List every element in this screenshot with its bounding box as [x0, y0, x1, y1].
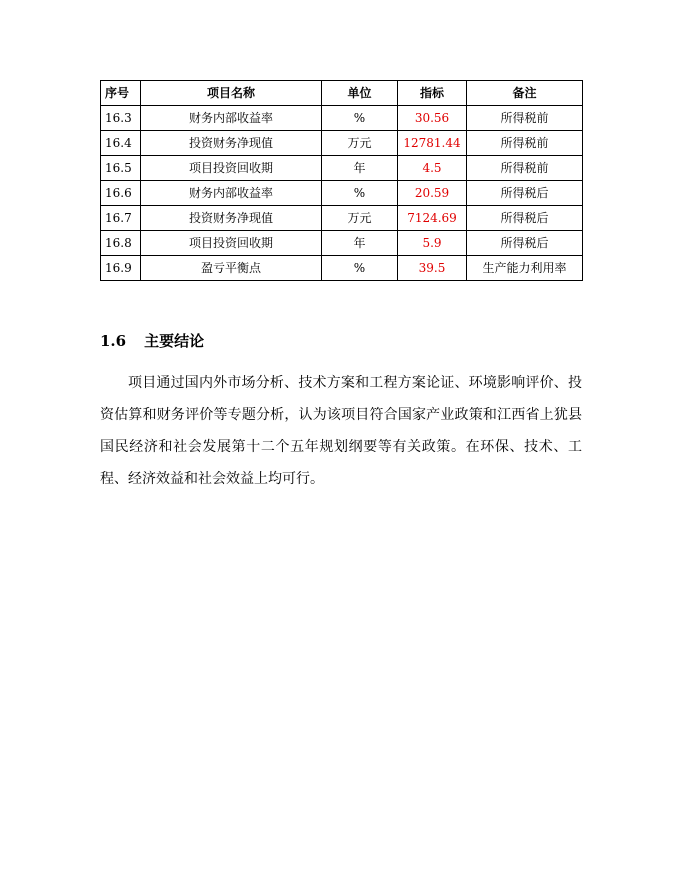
table-row — [101, 206, 583, 231]
cell-unit: % — [322, 181, 398, 206]
cell-unit: % — [322, 106, 398, 131]
cell-remark: 所得税前 — [467, 106, 583, 131]
cell-indicator-value: 4.5 — [398, 156, 467, 181]
cell-remark: 所得税前 — [467, 156, 583, 181]
cell-serial-number: 16.9 — [101, 256, 141, 281]
table-row — [101, 156, 583, 181]
cell-remark: 生产能力利用率 — [467, 256, 583, 281]
section-heading — [100, 330, 204, 352]
cell-indicator-value: 7124.69 — [398, 206, 467, 231]
table-row — [101, 131, 583, 156]
header-serial-number: 序号 — [101, 81, 141, 106]
cell-item-name: 投资财务净现值 — [141, 131, 322, 156]
cell-serial-number: 16.7 — [101, 206, 141, 231]
header-item-name: 项目名称 — [141, 81, 322, 106]
cell-indicator-value: 39.5 — [398, 256, 467, 281]
cell-serial-number: 16.6 — [101, 181, 141, 206]
table-header-row — [101, 81, 583, 106]
cell-item-name: 财务内部收益率 — [141, 106, 322, 131]
cell-item-name: 财务内部收益率 — [141, 181, 322, 206]
cell-remark: 所得税后 — [467, 231, 583, 256]
header-indicator: 指标 — [398, 81, 467, 106]
header-remark: 备注 — [467, 81, 583, 106]
cell-item-name: 投资财务净现值 — [141, 206, 322, 231]
cell-unit: 年 — [322, 156, 398, 181]
table-row — [101, 231, 583, 256]
cell-unit: 万元 — [322, 131, 398, 156]
cell-indicator-value: 5.9 — [398, 231, 467, 256]
cell-unit: 年 — [322, 231, 398, 256]
cell-item-name: 项目投资回收期 — [141, 231, 322, 256]
section-title: 主要结论 — [144, 332, 205, 350]
cell-serial-number: 16.5 — [101, 156, 141, 181]
indicator-table — [100, 80, 583, 281]
cell-serial-number: 16.4 — [101, 131, 141, 156]
cell-indicator-value: 12781.44 — [398, 131, 467, 156]
cell-indicator-value: 30.56 — [398, 106, 467, 131]
table-row — [101, 256, 583, 281]
cell-item-name: 项目投资回收期 — [141, 156, 322, 181]
cell-remark: 所得税后 — [467, 206, 583, 231]
section-number: 1.6 — [100, 332, 127, 350]
table-row — [101, 181, 583, 206]
cell-serial-number: 16.3 — [101, 106, 141, 131]
header-unit: 单位 — [322, 81, 398, 106]
cell-item-name: 盈亏平衡点 — [141, 256, 322, 281]
cell-unit: % — [322, 256, 398, 281]
cell-remark: 所得税后 — [467, 181, 583, 206]
cell-indicator-value: 20.59 — [398, 181, 467, 206]
table-row — [101, 106, 583, 131]
cell-unit: 万元 — [322, 206, 398, 231]
conclusion-paragraph: 项目通过国内外市场分析、技术方案和工程方案论证、环境影响评价、投资估算和财务评价等专题分析，认为该项目符合国家产业政策和江西省上犹县国民经济和社会发展第十二个五年规划纲要等有关政策。在环保、技术、工程、经济效益和社会效益上均可行。 — [100, 375, 582, 487]
cell-remark: 所得税前 — [467, 131, 583, 156]
cell-serial-number: 16.8 — [101, 231, 141, 256]
